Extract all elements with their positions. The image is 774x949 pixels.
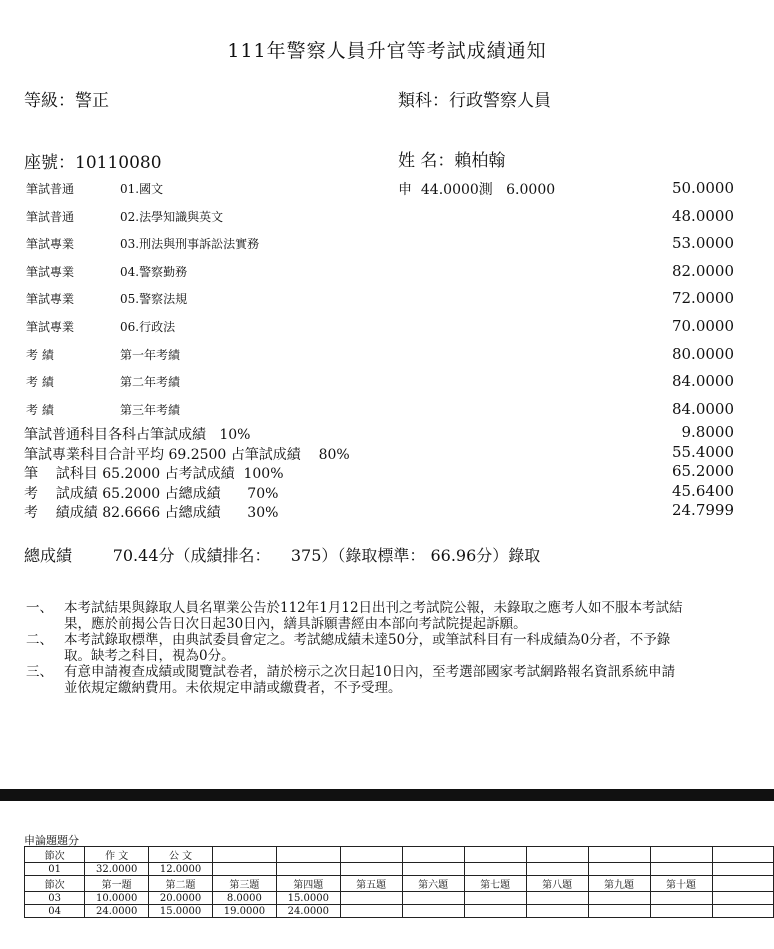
essay-table-cell: 第三題 bbox=[212, 876, 276, 892]
essay-table-cell bbox=[402, 905, 464, 918]
essay-table-cell bbox=[650, 892, 712, 905]
notes-section bbox=[26, 600, 686, 696]
essay-table-cell: 節次 bbox=[25, 876, 85, 892]
essay-table-cell: 第四題 bbox=[276, 876, 340, 892]
score-row bbox=[0, 290, 774, 314]
essay-table-cell: 作 文 bbox=[85, 847, 149, 863]
essay-table-cell: 20.0000 bbox=[149, 892, 213, 905]
essay-table-cell bbox=[340, 892, 402, 905]
score-row bbox=[0, 263, 774, 287]
score-category: 筆試專業 bbox=[26, 292, 75, 307]
essay-table-cell: 32.0000 bbox=[85, 863, 149, 876]
essay-table-cell: 03 bbox=[25, 892, 85, 905]
score-value: 82.0000 bbox=[671, 261, 734, 280]
essay-table-cell: 15.0000 bbox=[276, 892, 340, 905]
total-score-line: 總成績 70.44分（成績排名： 375）（錄取標準： 66.96分）錄取 bbox=[24, 546, 541, 565]
note-number: 三、 bbox=[26, 664, 53, 680]
score-value: 84.0000 bbox=[671, 372, 734, 391]
essay-table-cell bbox=[402, 892, 464, 905]
essay-table-cell bbox=[340, 863, 402, 876]
summary-score: 55.4000 bbox=[671, 442, 734, 461]
note-text: 本考試錄取標準，由典試委員會定之。考試總成績未達50分，或筆試科目有一科成績為0分者，不予錄取。缺考之科目，視為0分。 bbox=[64, 632, 671, 664]
summary-score: 9.8000 bbox=[681, 423, 734, 441]
notice-title: 111年警察人員升官等考試成績通知 bbox=[227, 40, 547, 62]
essay-table-cell bbox=[712, 863, 774, 876]
essay-table-cell bbox=[340, 905, 402, 918]
essay-table-cell: 24.0000 bbox=[276, 905, 340, 918]
essay-table-cell: 12.0000 bbox=[149, 863, 213, 876]
essay-table-cell bbox=[650, 863, 712, 876]
essay-score-table bbox=[24, 846, 774, 918]
essay-table-cell: 15.0000 bbox=[149, 905, 213, 918]
essay-table-cell bbox=[712, 905, 774, 918]
score-subject: 04.警察勤務 bbox=[120, 264, 188, 279]
score-category: 考 績 bbox=[26, 402, 54, 417]
score-row bbox=[0, 235, 774, 259]
essay-table-cell bbox=[402, 863, 464, 876]
essay-table-cell bbox=[464, 847, 526, 863]
note-item bbox=[26, 664, 686, 696]
note-item bbox=[26, 632, 686, 664]
score-category: 考 績 bbox=[26, 347, 54, 362]
note-item bbox=[26, 600, 686, 632]
summary-line: 筆 試科目 65.2000 占考試成績 100% bbox=[24, 466, 284, 482]
essay-table-cell bbox=[588, 905, 650, 918]
essay-table-cell: 8.0000 bbox=[212, 892, 276, 905]
score-subject: 01.國文 bbox=[120, 182, 164, 196]
score-subject: 第三年考績 bbox=[120, 402, 181, 417]
scan-black-bar bbox=[0, 789, 774, 801]
score-row bbox=[0, 180, 774, 204]
score-value: 50.0000 bbox=[671, 179, 734, 197]
summary-line: 考 績成績 82.6666 占總成績 30% bbox=[24, 505, 279, 521]
essay-table-cell bbox=[464, 863, 526, 876]
essay-table-row bbox=[25, 847, 774, 863]
essay-table-cell bbox=[712, 847, 774, 863]
essay-table-cell bbox=[340, 847, 402, 863]
score-value: 72.0000 bbox=[671, 289, 734, 308]
summary-score: 45.6400 bbox=[671, 481, 734, 500]
note-text: 有意申請複查成績或閱覽試卷者，請於榜示之次日起10日內，至考選部國家考試網路報名資訊系統申請並依規定繳納費用。未依規定申請或繳費者，不予受理。 bbox=[64, 664, 676, 696]
essay-table-title: 申論題題分 bbox=[24, 834, 79, 847]
essay-table-cell: 第七題 bbox=[464, 876, 526, 892]
essay-table-cell bbox=[464, 892, 526, 905]
essay-table-cell: 第五題 bbox=[340, 876, 402, 892]
score-subject: 06.行政法 bbox=[120, 320, 176, 334]
essay-table-cell bbox=[650, 847, 712, 863]
score-row bbox=[0, 346, 774, 370]
note-text: 本考試結果與錄取人員名單業公告於112年1月12日出刊之考試院公報，未錄取之應考人如不服本考試結果，應於前揭公告日次日起30日內，繕具訴願書經由本部向考試院提起訴願。 bbox=[64, 600, 683, 632]
essay-table-cell bbox=[588, 892, 650, 905]
score-row bbox=[0, 373, 774, 397]
essay-table-cell: 01 bbox=[25, 863, 85, 876]
essay-table-cell: 第二題 bbox=[149, 876, 213, 892]
score-subject: 05.警察法規 bbox=[120, 292, 188, 307]
essay-table-cell: 19.0000 bbox=[212, 905, 276, 918]
essay-table-cell bbox=[276, 847, 340, 863]
note-number: 一、 bbox=[26, 600, 53, 616]
summary-line: 筆試普通科目各科占筆試成績 10% bbox=[24, 427, 251, 443]
score-subject: 第二年考績 bbox=[120, 375, 181, 390]
essay-table-cell bbox=[212, 863, 276, 876]
essay-table-cell bbox=[650, 905, 712, 918]
essay-table-cell bbox=[588, 847, 650, 863]
essay-table-cell: 公 文 bbox=[149, 847, 213, 863]
essay-table-cell: 第六題 bbox=[402, 876, 464, 892]
score-category: 筆試專業 bbox=[26, 264, 75, 279]
examinee-name: 姓 名：賴柏翰 bbox=[398, 151, 506, 171]
seat-number: 座號：10110080 bbox=[24, 153, 162, 173]
essay-table-row bbox=[25, 892, 774, 905]
score-category: 考 績 bbox=[26, 375, 54, 390]
grade-label: 等級：警正 bbox=[24, 91, 109, 111]
score-subject: 第一年考績 bbox=[120, 347, 181, 362]
summary-score: 65.2000 bbox=[671, 462, 734, 480]
essay-table-cell bbox=[526, 847, 588, 863]
essay-table-cell bbox=[464, 905, 526, 918]
score-subject: 03.刑法與刑事訴訟法實務 bbox=[120, 237, 260, 252]
essay-table-cell: 04 bbox=[25, 905, 85, 918]
score-value: 53.0000 bbox=[671, 234, 734, 253]
essay-table-cell bbox=[526, 863, 588, 876]
essay-table-cell bbox=[712, 876, 774, 892]
score-subject: 02.法學知識與英文 bbox=[120, 209, 224, 224]
essay-table-row bbox=[25, 905, 774, 918]
score-breakdown: 申 44.0000測 6.0000 bbox=[398, 182, 556, 198]
note-number: 二、 bbox=[26, 632, 53, 648]
essay-table-cell bbox=[526, 905, 588, 918]
score-value: 48.0000 bbox=[671, 206, 734, 225]
essay-table-cell: 節次 bbox=[25, 847, 85, 863]
essay-table-cell: 10.0000 bbox=[85, 892, 149, 905]
essay-table-cell: 第十題 bbox=[650, 876, 712, 892]
essay-table-cell bbox=[276, 863, 340, 876]
score-value: 84.0000 bbox=[671, 399, 734, 418]
score-value: 80.0000 bbox=[671, 344, 734, 363]
score-category: 筆試普通 bbox=[26, 209, 75, 224]
essay-table-row bbox=[25, 863, 774, 876]
essay-table-cell bbox=[526, 892, 588, 905]
summary-line: 筆試專業科目合計平均 69.2500 占筆試成績 80% bbox=[24, 446, 350, 463]
summary-score: 24.7999 bbox=[671, 501, 734, 519]
essay-table-cell: 24.0000 bbox=[85, 905, 149, 918]
essay-table-cell: 第一題 bbox=[85, 876, 149, 892]
essay-table-cell bbox=[212, 847, 276, 863]
category-label: 類科：行政警察人員 bbox=[398, 91, 551, 111]
essay-table-cell bbox=[588, 863, 650, 876]
summary-line: 考 試成績 65.2000 占總成績 70% bbox=[24, 485, 279, 502]
essay-table-cell: 第九題 bbox=[588, 876, 650, 892]
score-category: 筆試普通 bbox=[26, 182, 75, 196]
score-value: 70.0000 bbox=[671, 317, 734, 335]
essay-table-cell: 第八題 bbox=[526, 876, 588, 892]
essay-table-cell bbox=[712, 892, 774, 905]
score-category: 筆試專業 bbox=[26, 320, 75, 334]
score-row bbox=[0, 401, 774, 425]
score-category: 筆試專業 bbox=[26, 237, 75, 252]
essay-table-row bbox=[25, 876, 774, 892]
essay-table-cell bbox=[402, 847, 464, 863]
score-row bbox=[0, 318, 774, 342]
score-row bbox=[0, 208, 774, 232]
